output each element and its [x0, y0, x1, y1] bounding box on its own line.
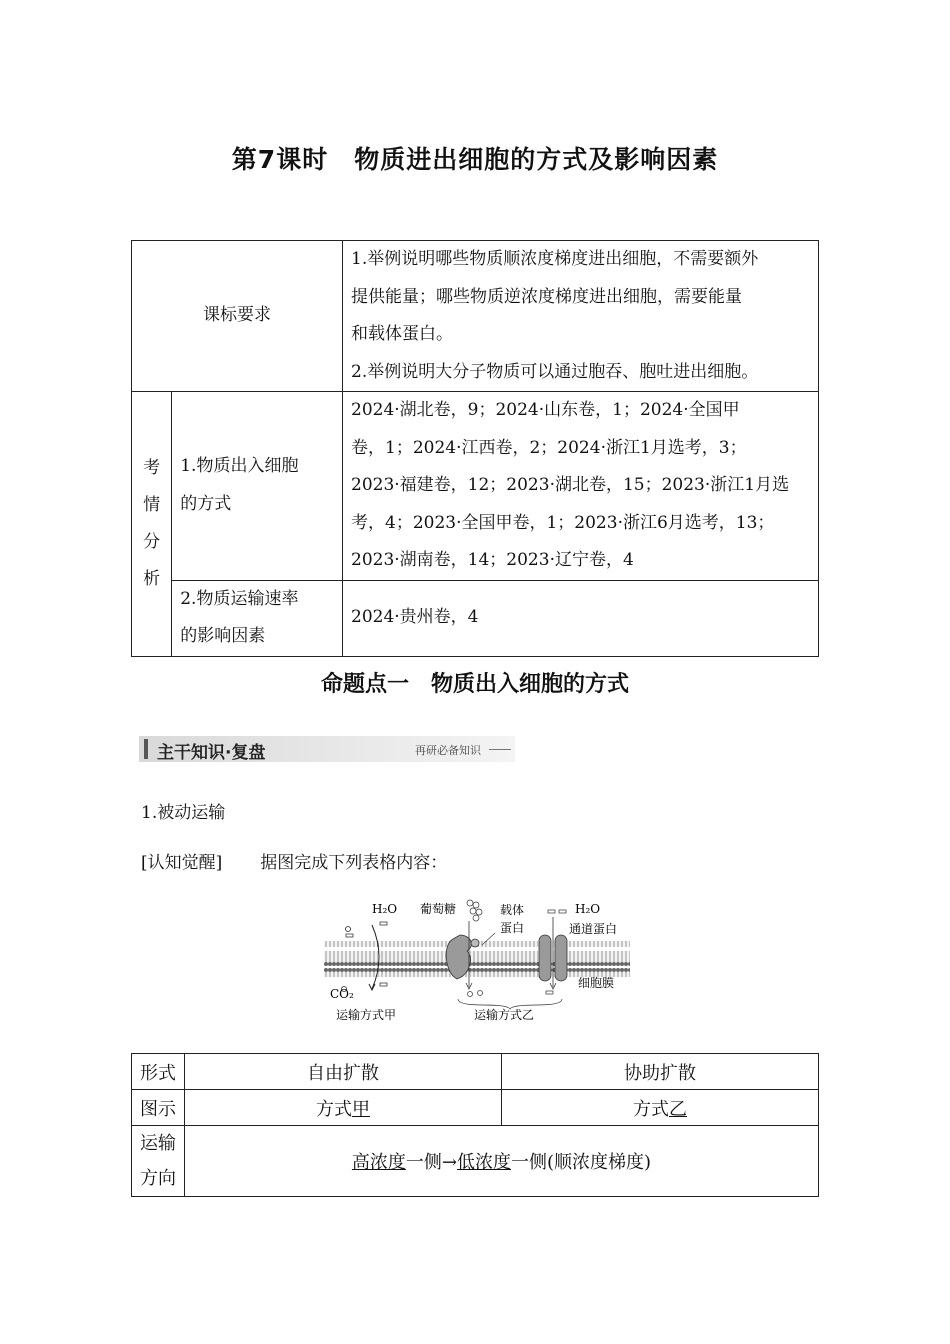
table-cell — [501, 1090, 818, 1126]
fig-label-h2o-right: H₂O — [575, 902, 601, 916]
fig-label-glucose: 葡萄糖 — [420, 902, 457, 916]
table-header: 自由扩散 — [185, 1054, 502, 1090]
fig-label-carrier2: 蛋白 — [500, 921, 525, 935]
analysis-label — [132, 392, 172, 657]
molecule — [346, 934, 353, 937]
cell-text: 方式 — [315, 1098, 352, 1120]
molecule — [546, 991, 553, 994]
exam-line: 2023·湖南卷，14；2023·辽宁卷，4 — [351, 550, 634, 570]
page-title: 第7课时 物质进出细胞的方式及影响因素 — [231, 145, 719, 174]
exam-line: 考，4；2023·全国甲卷，1；2023·浙江6月选考，13； — [351, 512, 775, 533]
requirement-line: 1.举例说明哪些物质顺浓度梯度进出细胞，不需要额外 — [351, 249, 759, 269]
requirements-content — [343, 241, 819, 392]
prompt-tag: [认知觉醒] — [141, 853, 223, 873]
glucose-molecule — [471, 939, 479, 947]
analysis-char: 情 — [143, 494, 161, 515]
molecule — [559, 910, 566, 913]
table-header: 形式 — [132, 1054, 185, 1090]
cell-text: 一侧→ — [405, 1152, 458, 1173]
topic-line: 1.物质出入细胞 — [180, 456, 299, 477]
requirement-line: 2.举例说明大分子物质可以通过胞吞、胞吐进出细胞。 — [351, 361, 759, 382]
glucose-molecule — [467, 900, 473, 906]
topic-cell — [172, 580, 343, 656]
row-label-line: 方向 — [140, 1168, 176, 1189]
banner-title: 主干知识·复盘 — [157, 743, 266, 763]
answer-text: 乙 — [668, 1098, 687, 1120]
answer-text: 低浓度 — [457, 1152, 512, 1173]
answer-text: 高浓度 — [351, 1152, 406, 1173]
table-cell — [185, 1090, 502, 1126]
molecule — [478, 991, 483, 996]
banner-bar — [144, 739, 148, 759]
row-label: 图示 — [132, 1090, 185, 1126]
glucose-molecule — [473, 902, 479, 908]
requirements-table — [131, 240, 819, 657]
molecule — [380, 922, 387, 925]
analysis-char: 分 — [143, 531, 161, 552]
channel-protein-left — [539, 935, 551, 981]
direction-cell — [185, 1126, 819, 1197]
section-heading: 命题点一 物质出入细胞的方式 — [320, 672, 629, 697]
glucose-molecule — [470, 908, 476, 914]
fig-label-co2: CO₂ — [330, 987, 354, 1001]
membrane-transport-figure — [320, 895, 640, 1025]
prompt-text: 据图完成下列表格内容： — [260, 853, 448, 873]
exam-cell — [343, 580, 819, 656]
fig-label-membrane: 细胞膜 — [578, 976, 615, 990]
topic-line: 的影响因素 — [180, 626, 266, 646]
analysis-char: 析 — [143, 568, 161, 589]
molecule — [346, 927, 351, 932]
glucose-molecule — [473, 915, 479, 921]
section-banner — [139, 736, 515, 762]
topic-line: 2.物质运输速率 — [180, 588, 299, 609]
transport-type-table — [131, 1053, 819, 1197]
molecule — [380, 983, 387, 986]
fig-label-channel: 通道蛋白 — [569, 922, 618, 936]
passive-heading: 1.被动运输 — [141, 803, 226, 823]
molecule — [548, 910, 555, 913]
requirements-label: 课标要求 — [132, 241, 343, 392]
fig-label-mode-b: 运输方式乙 — [474, 1008, 535, 1022]
banner-line — [489, 749, 511, 750]
fig-label-mode-a: 运输方式甲 — [336, 1008, 397, 1022]
banner-subtitle: 再研必备知识 — [415, 744, 481, 757]
answer-text: 甲 — [351, 1098, 370, 1120]
exam-cell — [343, 392, 819, 581]
requirement-line: 和载体蛋白。 — [351, 324, 453, 344]
prompt-line — [141, 848, 447, 873]
requirement-line: 提供能量；哪些物质逆浓度梯度进出细胞，需要能量 — [351, 286, 742, 307]
molecule — [468, 992, 473, 997]
analysis-char: 考 — [143, 457, 161, 478]
topic-line: 的方式 — [180, 493, 232, 514]
row-label — [132, 1126, 185, 1197]
arrow-head — [369, 984, 375, 990]
cell-text: 方式 — [632, 1098, 669, 1120]
topic-cell — [172, 392, 343, 581]
fig-label-carrier: 载体 — [500, 903, 525, 917]
channel-protein-right — [555, 935, 567, 981]
exam-line: 卷，1；2024·江西卷，2；2024·浙江1月选考，3； — [351, 437, 747, 458]
exam-line: 2023·福建卷，12；2023·湖北卷，15；2023·浙江1月选 — [351, 475, 790, 495]
cell-text: 一侧(顺浓度梯度) — [511, 1152, 652, 1173]
row-label-line: 运输 — [140, 1133, 176, 1154]
table-header: 协助扩散 — [501, 1054, 818, 1090]
exam-line: 2024·湖北卷，9；2024·山东卷，1；2024·全国甲 — [351, 400, 740, 420]
fig-label-h2o-left: H₂O — [372, 902, 398, 916]
glucose-molecule — [476, 909, 482, 915]
exam-line: 2024·贵州卷，4 — [351, 607, 479, 628]
